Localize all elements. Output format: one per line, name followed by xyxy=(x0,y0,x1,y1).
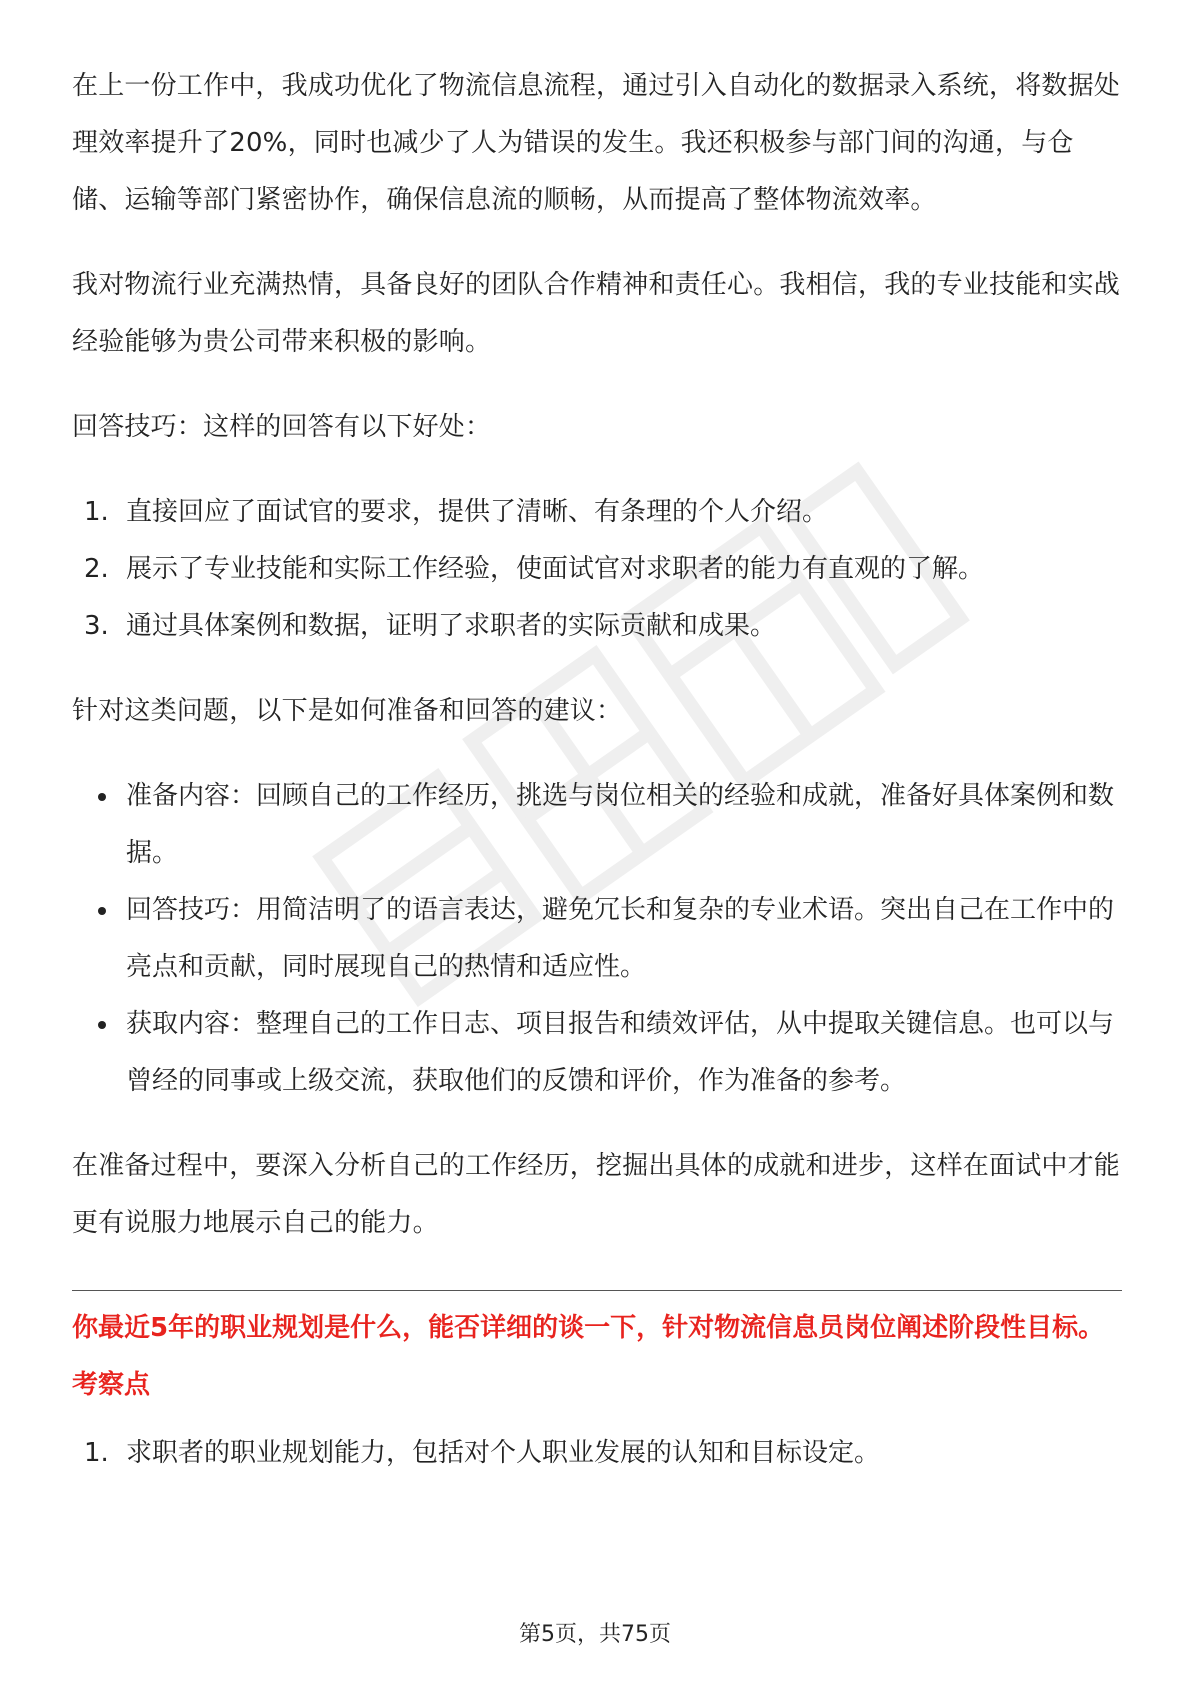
list-item xyxy=(72,541,1122,598)
list-item xyxy=(72,1425,1122,1482)
list-text: 准备内容：回顾自己的工作经历，挑选与岗位相关的经验和成就，准备好具体案例和数据。 xyxy=(126,781,1115,868)
list-item xyxy=(72,882,1122,996)
advice-list xyxy=(72,768,1122,1110)
points-list xyxy=(72,1425,1122,1482)
list-text: 展示了专业技能和实际工作经验，使面试官对求职者的能力有直观的了解。 xyxy=(126,554,985,584)
paragraph-tips-intro: 回答技巧：这样的回答有以下好处： xyxy=(72,412,492,442)
list-text: 求职者的职业规划能力，包括对个人职业发展的认知和目标设定。 xyxy=(126,1438,881,1468)
list-number: 2. xyxy=(84,554,109,584)
paragraph-experience: 在上一份工作中，我成功优化了物流信息流程，通过引入自动化的数据录入系统，将数据处理效率提升了20%，同时也减少了人为错误的发生。我还积极参与部门间的沟通，与仓储、运输等部门紧密协作，确保信息流的顺畅，从而提高了整体物流效率。 xyxy=(72,71,1121,215)
paragraph-passion: 我对物流行业充满热情，具备良好的团队合作精神和责任心。我相信，我的专业技能和实战经验能够为贵公司带来积极的影响。 xyxy=(72,270,1121,357)
list-item xyxy=(72,598,1122,655)
list-item xyxy=(72,484,1122,541)
section-label: 考察点 xyxy=(72,1370,151,1400)
bullet-icon xyxy=(98,1021,106,1029)
list-item xyxy=(72,768,1122,882)
paragraph-advice-intro: 针对这类问题，以下是如何准备和回答的建议： xyxy=(72,696,623,726)
list-text: 通过具体案例和数据，证明了求职者的实际贡献和成果。 xyxy=(126,611,777,641)
list-text: 直接回应了面试官的要求，提供了清晰、有条理的个人介绍。 xyxy=(126,497,829,527)
section-divider xyxy=(72,1290,1122,1291)
list-number: 1. xyxy=(84,497,109,527)
question-heading: 你最近5年的职业规划是什么，能否详细的谈一下，针对物流信息员岗位阐述阶段性目标。 xyxy=(72,1313,1105,1343)
benefits-list xyxy=(72,484,1122,655)
list-item xyxy=(72,996,1122,1110)
list-text: 回答技巧：用简洁明了的语言表达，避免冗长和复杂的专业术语。突出自己在工作中的亮点和贡献，同时展现自己的热情和适应性。 xyxy=(126,895,1115,982)
document-body xyxy=(72,58,1122,1482)
bullet-icon xyxy=(98,907,106,915)
list-number: 1. xyxy=(84,1438,109,1468)
list-number: 3. xyxy=(84,611,109,641)
page-footer: 第5页，共75页 xyxy=(519,1622,671,1647)
paragraph-closing: 在准备过程中，要深入分析自己的工作经历，挖掘出具体的成就和进步，这样在面试中才能更有说服力地展示自己的能力。 xyxy=(72,1151,1121,1238)
bullet-icon xyxy=(98,793,106,801)
list-text: 获取内容：整理自己的工作日志、项目报告和绩效评估，从中提取关键信息。也可以与曾经的同事或上级交流，获取他们的反馈和评价，作为准备的参考。 xyxy=(126,1009,1115,1096)
